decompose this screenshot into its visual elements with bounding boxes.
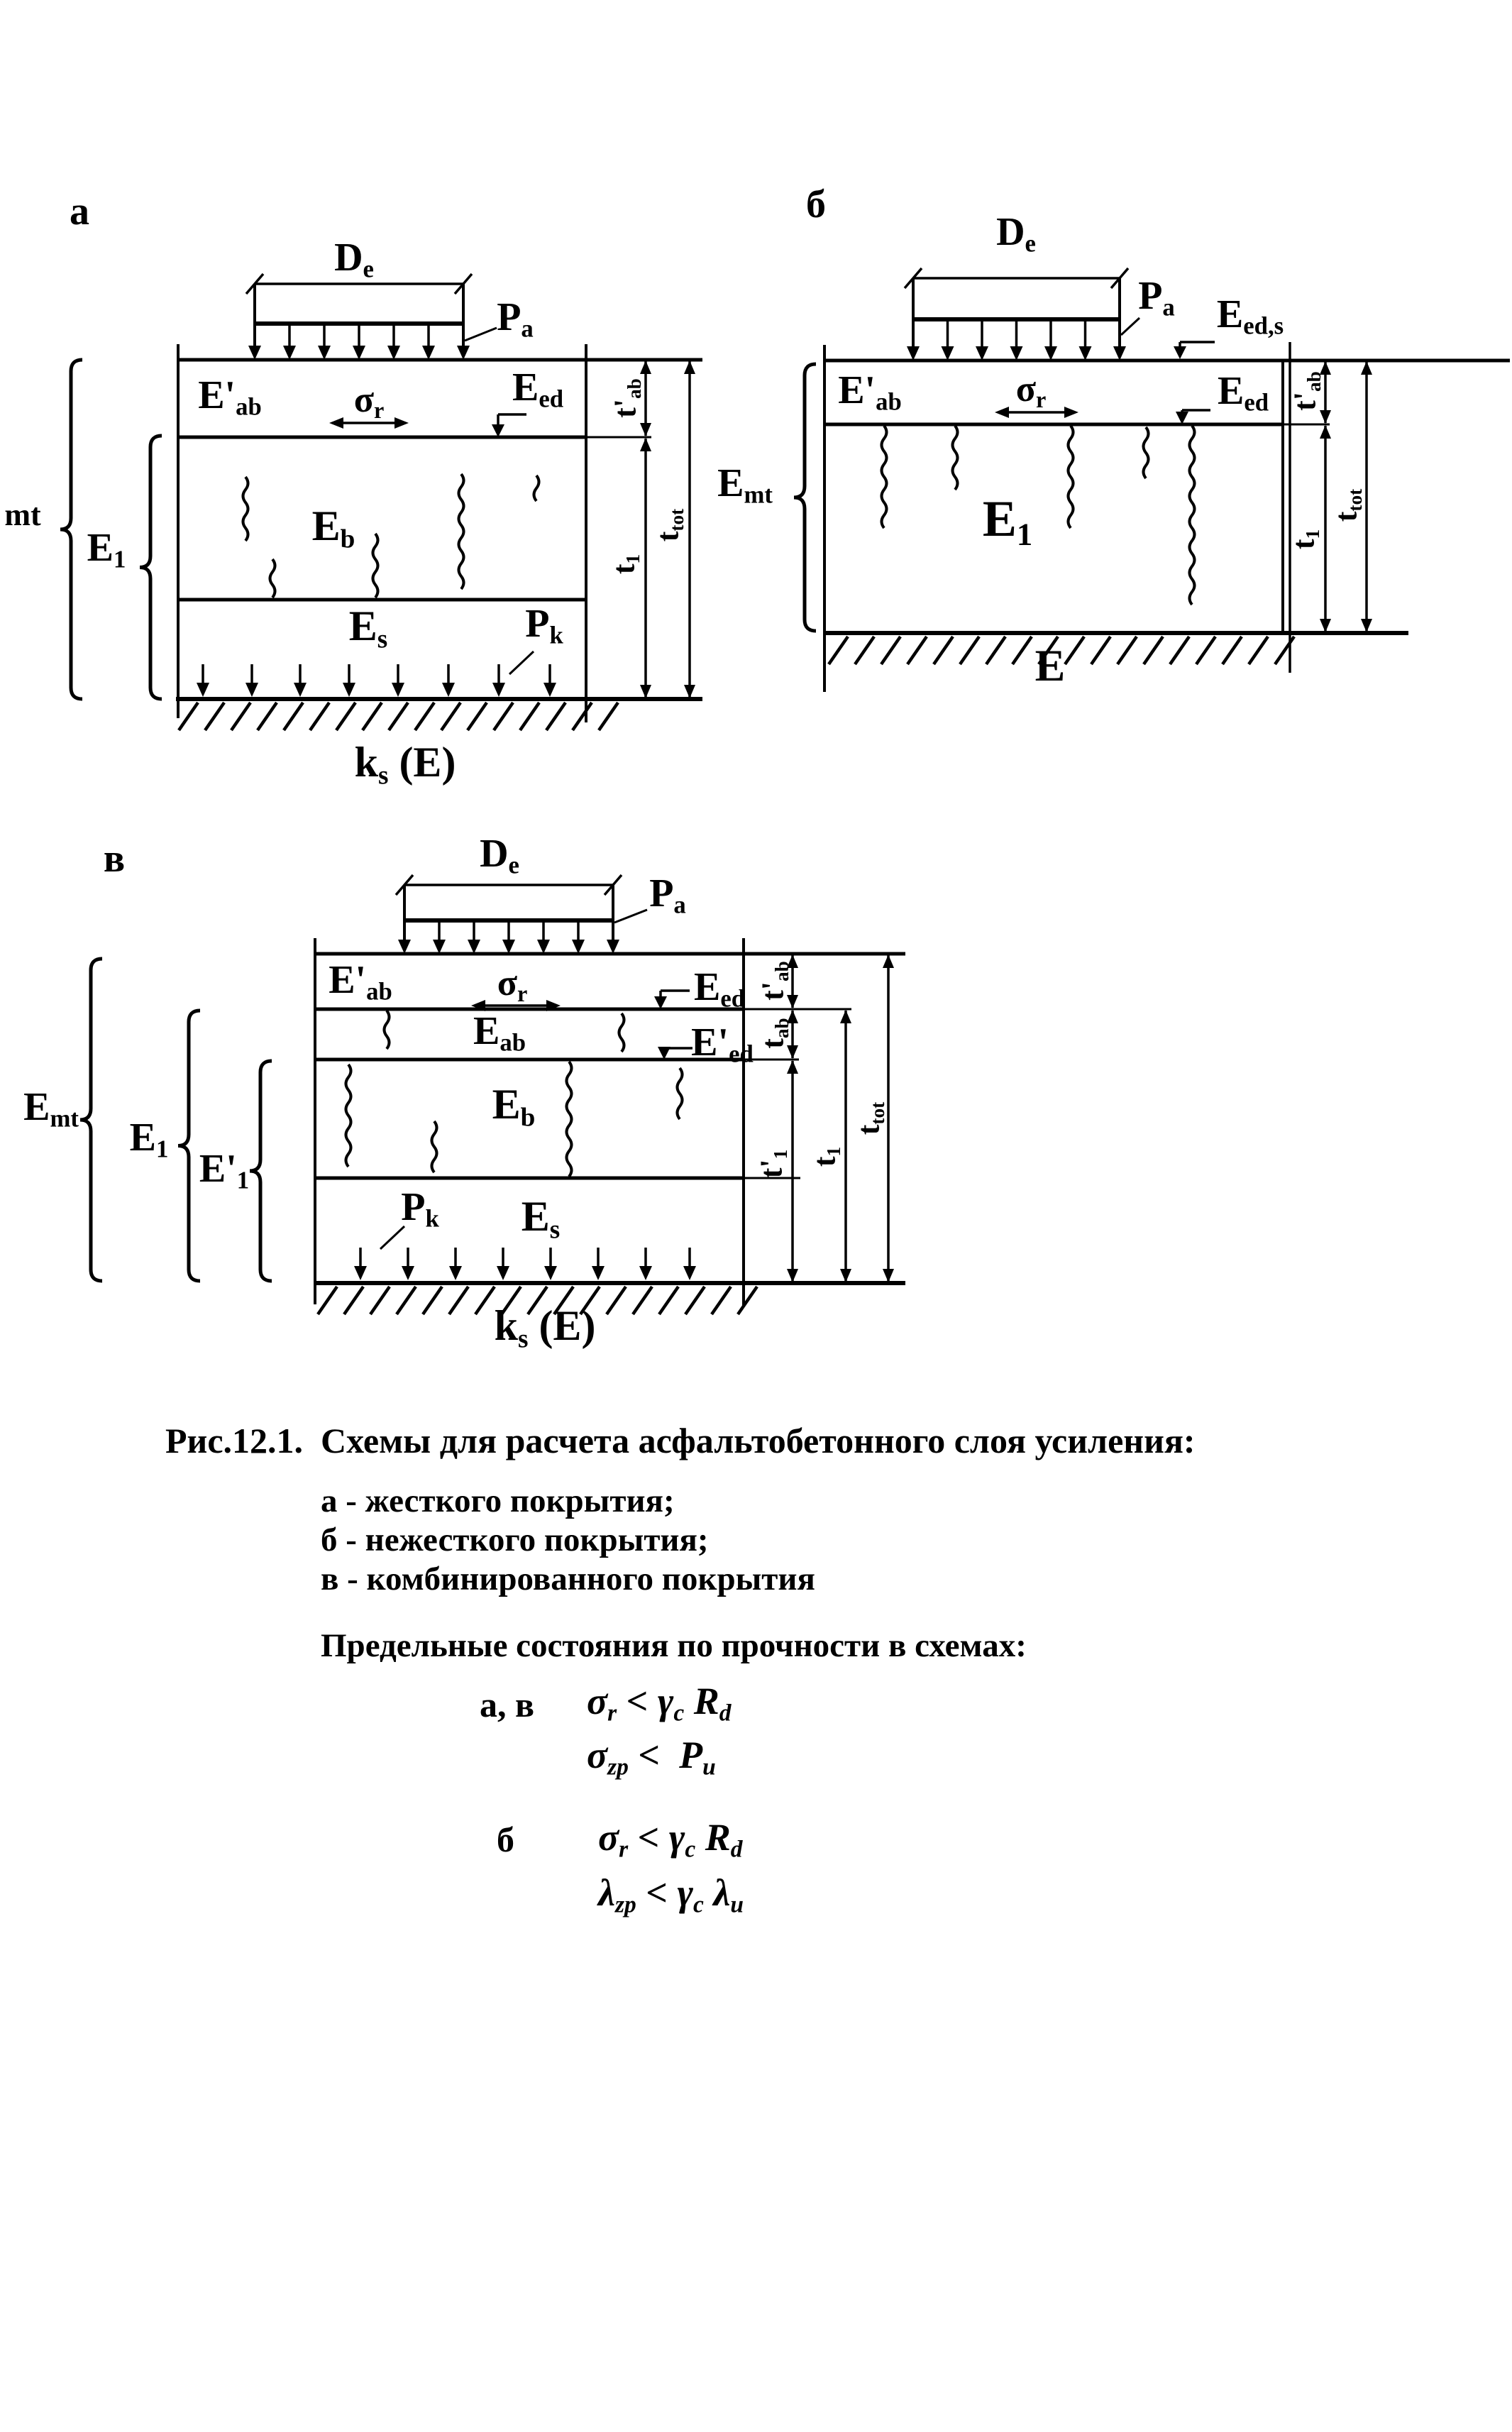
p-k-label: $P_k$ <box>401 1184 439 1233</box>
legend-item-b: б - нежесткого покрытия; <box>321 1522 709 1558</box>
e-1-brace-label: $E_1$ <box>87 525 126 573</box>
legend-item-a: а - жесткого покрытия; <box>321 1482 675 1519</box>
e-ed-label: $E_{ed}$ <box>693 964 746 1013</box>
e-1-brace-label: $E_1$ <box>129 1115 169 1163</box>
legend-item-v: в - комбинированного покрытия <box>321 1561 815 1597</box>
dim-t-tot: $t_{tot}$ <box>1328 488 1367 522</box>
dim-t-tot: $t_{tot}$ <box>851 1101 889 1135</box>
e-ab-top-label: $E'_{ab}$ <box>198 373 262 421</box>
formula-sigma-r-av: $\sigma_r < \gamma_c$ $R_d$ <box>587 1680 732 1727</box>
brace-mt-label: mt <box>4 497 41 532</box>
dim-t-tot: $t_{tot}$ <box>650 508 688 542</box>
formula-sigma-zp: $\sigma_{zp} < P_u$ <box>587 1734 716 1781</box>
e-1-layer-label: $E_1$ <box>982 490 1033 552</box>
e-ab-top-label: $E'_{ab}$ <box>329 957 392 1006</box>
figure-caption: Рис.12.1. Схемы для расчета асфальтобетонного слоя усиления: <box>165 1421 1196 1460</box>
dim-t-ab-prime: $t'_{ab}$ <box>1287 371 1325 411</box>
pa-load-label: $P_a$ <box>1138 273 1175 321</box>
formula-lambda-zp: $\lambda_{zp} < \gamma_c$ $\lambda_u$ <box>598 1871 744 1918</box>
e-ab-top-label: $E'_{ab}$ <box>838 368 902 416</box>
de-label: $D_e$ <box>480 831 519 879</box>
k-s-subgrade-label: $k_s$ (E) <box>494 1302 596 1354</box>
dim-t-ab-prime: $t'_{ab}$ <box>607 378 646 418</box>
e-s-layer-label: $E_s$ <box>521 1193 561 1245</box>
e-1-prime-brace-label: $E'_1$ <box>199 1146 250 1194</box>
scheme-v-letter: в <box>103 837 126 881</box>
sigma-r-label: $\sigma_r$ <box>1015 368 1047 412</box>
dim-t-1: $t_1$ <box>807 1146 845 1167</box>
e-ed-prime-label: $E'_{ed}$ <box>691 1020 754 1068</box>
dim-t-ab-prime: $t'_{ab}$ <box>755 961 793 1001</box>
e-subgrade-label: E <box>1034 640 1066 690</box>
pa-load-label: $P_a$ <box>649 871 686 919</box>
sigma-r-label: $\sigma_r$ <box>353 379 385 423</box>
dim-t-1: $t_1$ <box>1286 529 1324 550</box>
p-k-label: $P_k$ <box>525 601 563 649</box>
formula-schemes-b: б <box>497 1820 514 1859</box>
e-mt-brace-label: $E_{mt}$ <box>717 461 773 509</box>
scheme-b-letter: б <box>806 182 826 226</box>
e-ab-layer-label: $E_{ab}$ <box>473 1008 526 1057</box>
e-mt-brace-label: $E_{mt}$ <box>23 1084 79 1133</box>
de-label: $D_e$ <box>996 209 1036 258</box>
e-ed-label: $E_{ed}$ <box>512 365 564 413</box>
e-ed-label: $E_{ed}$ <box>1217 368 1269 417</box>
sigma-r-label: $\sigma_r$ <box>497 962 528 1006</box>
dim-t-1-prime: $t'_1$ <box>754 1149 792 1179</box>
de-label: $D_e$ <box>334 235 374 283</box>
k-s-subgrade-label: $k_s$ (E) <box>354 739 456 791</box>
limit-states-subtitle: Предельные состояния по прочности в схемах: <box>321 1627 1027 1664</box>
formula-sigma-r-b: $\sigma_r < \gamma_c$ $R_d$ <box>598 1816 743 1863</box>
dim-t-ab: $t_{ab}$ <box>755 1018 793 1049</box>
e-b-layer-label: $E_b$ <box>492 1081 536 1133</box>
dim-t-1: $t_1$ <box>606 554 644 575</box>
e-s-layer-label: $E_s$ <box>348 603 388 654</box>
formula-schemes-av: а, в <box>480 1685 535 1724</box>
scheme-a-letter: а <box>70 189 89 233</box>
pa-load-label: $P_a$ <box>497 295 534 343</box>
e-b-layer-label: $E_b$ <box>311 502 355 554</box>
e-ed-s-label: $E_{ed,s}$ <box>1216 292 1284 340</box>
